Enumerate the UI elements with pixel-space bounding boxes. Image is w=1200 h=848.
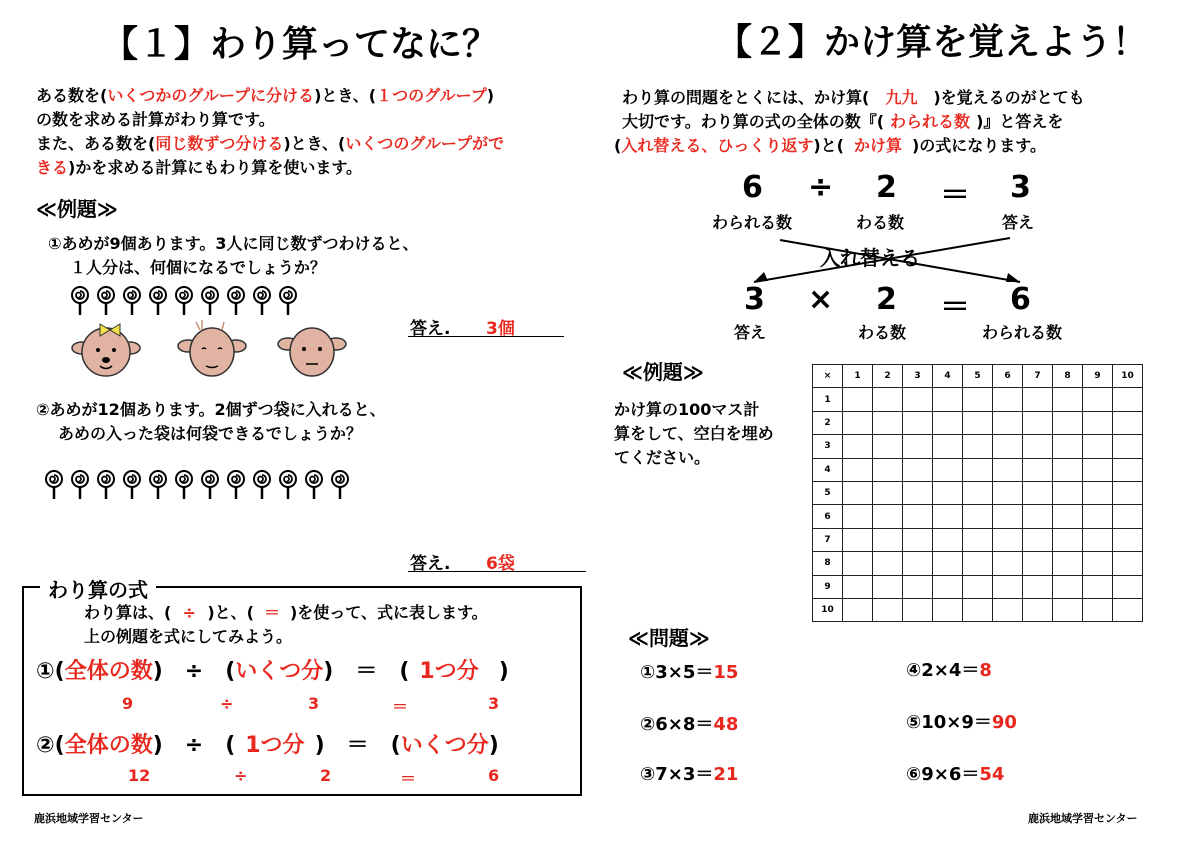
grid-cell[interactable] <box>1023 528 1053 551</box>
lollipop-icon <box>278 286 298 316</box>
grid-cell[interactable] <box>1083 528 1113 551</box>
lollipop-icon <box>226 470 246 500</box>
grid-cell[interactable] <box>963 552 993 575</box>
q2-candies <box>44 470 356 504</box>
grid-cell[interactable] <box>1113 505 1143 528</box>
grid-cell[interactable] <box>963 458 993 481</box>
girl-face-icon <box>70 318 142 384</box>
grid-row <box>813 481 1143 504</box>
grid-row-header: 10 <box>813 598 843 621</box>
grid-row-header: 1 <box>813 388 843 411</box>
mul-num1: 3 <box>744 282 765 317</box>
lollipop-icon <box>122 470 142 500</box>
left-intro-line2: の数を求める計算がわり算です。 <box>36 110 275 129</box>
lollipop-icon <box>44 470 64 500</box>
grid-cell[interactable] <box>903 458 933 481</box>
div-num1: 6 <box>742 170 763 205</box>
grid-cell[interactable] <box>873 481 903 504</box>
eq1-val1: 9 <box>122 694 134 713</box>
grid-cell[interactable] <box>1113 481 1143 504</box>
grid-row-header: 7 <box>813 528 843 551</box>
div-num3: 3 <box>1010 170 1031 205</box>
grid-cell[interactable] <box>1053 411 1083 434</box>
lollipop-icon <box>174 286 194 316</box>
right-title: 【２】かけ算を覚えよう！ <box>716 22 1149 63</box>
grid-cell[interactable] <box>933 435 963 458</box>
lollipop-icon <box>148 470 168 500</box>
grid-cell[interactable] <box>1023 435 1053 458</box>
grid-cell[interactable] <box>963 388 993 411</box>
grid-cell[interactable] <box>873 388 903 411</box>
left-example-heading: ≪例題≫ <box>36 197 118 221</box>
right-intro-line2: 大切です。わり算の式の全体の数『( わられる数 )』と答えを <box>622 112 1064 131</box>
mul-label-dividend: わられる数 <box>982 323 1063 342</box>
problem-3: ③7×3＝21 <box>640 764 739 785</box>
mul-op: × <box>808 282 834 317</box>
problem-heading: ≪問題≫ <box>628 626 710 650</box>
q1-answer-underline <box>408 336 564 337</box>
q2-line1: ②あめが12個あります。2個ずつ袋に入れると、 <box>36 400 386 419</box>
grid-col-header: 8 <box>1053 365 1083 388</box>
left-title: 【１】わり算ってなに？ <box>102 24 499 65</box>
lollipop-icon <box>252 470 272 500</box>
grid-col-header: 2 <box>873 365 903 388</box>
mul-num2: 2 <box>876 282 897 317</box>
grid-cell[interactable] <box>1113 528 1143 551</box>
grid-header-row <box>813 365 1143 388</box>
grid-cell[interactable] <box>993 435 1023 458</box>
grid-cell[interactable] <box>993 481 1023 504</box>
grid-cell[interactable] <box>1083 505 1113 528</box>
grid-cell[interactable] <box>843 575 873 598</box>
grid-cell[interactable] <box>1113 598 1143 621</box>
grid-cell[interactable] <box>843 552 873 575</box>
grid-col-header: 7 <box>1023 365 1053 388</box>
grid-cell[interactable] <box>963 505 993 528</box>
grid-cell[interactable] <box>873 458 903 481</box>
grid-cell[interactable] <box>1023 505 1053 528</box>
lollipop-icon <box>200 286 220 316</box>
problem-6: ⑥9×6＝54 <box>906 764 1005 785</box>
grid-row <box>813 435 1143 458</box>
grid-row-header: 8 <box>813 552 843 575</box>
grid-cell[interactable] <box>1053 528 1083 551</box>
problem-1: ①3×5＝15 <box>640 662 739 683</box>
grid-row <box>813 598 1143 621</box>
grid-cell[interactable] <box>963 528 993 551</box>
grid-cell[interactable] <box>843 481 873 504</box>
grid-cell[interactable] <box>903 552 933 575</box>
lollipop-icon <box>226 286 246 316</box>
mul-label-divisor: わる数 <box>858 323 907 342</box>
q1-answer-label: 答え. <box>410 319 451 339</box>
grid-cell[interactable] <box>963 575 993 598</box>
right-intro-line1: わり算の問題をとくには、かけ算( 九九 )を覚えるのがとても <box>622 88 1085 107</box>
grid-corner: × <box>813 365 843 388</box>
grid-cell[interactable] <box>1053 481 1083 504</box>
div-eq: ＝ <box>940 178 970 213</box>
grid-row-header: 4 <box>813 458 843 481</box>
boy-face-icon <box>176 318 248 384</box>
grid-row <box>813 458 1143 481</box>
grid-cell[interactable] <box>993 575 1023 598</box>
mul-label-answer: 答え <box>734 323 767 342</box>
eq2-val1: 12 <box>128 766 151 785</box>
q2-answer-underline <box>408 571 586 572</box>
grid-cell[interactable] <box>903 598 933 621</box>
grid-cell[interactable] <box>933 411 963 434</box>
grid-cell[interactable] <box>903 528 933 551</box>
left-intro-line3: また、ある数を(同じ数ずつ分ける)とき、(いくつのグループがで <box>36 134 505 153</box>
grid-cell[interactable] <box>1083 388 1113 411</box>
eq1-op1: ÷ <box>220 694 234 713</box>
grid-cell[interactable] <box>933 505 963 528</box>
grid-cell[interactable] <box>873 552 903 575</box>
eq2-op1: ÷ <box>234 766 248 785</box>
grid-cell[interactable] <box>993 552 1023 575</box>
grid-instruction-2: 算をして、空白を埋め <box>614 424 774 443</box>
eq2-val3: 6 <box>488 766 500 785</box>
grid-row <box>813 552 1143 575</box>
formula-1: ①(全体の数) ÷ (いくつ分) ＝ ( 1つ分 ) <box>36 659 509 684</box>
grid-col-header: 9 <box>1083 365 1113 388</box>
div-label-answer: 答え <box>1002 213 1035 232</box>
grid-cell[interactable] <box>843 598 873 621</box>
grid-col-header: 10 <box>1113 365 1143 388</box>
grid-cell[interactable] <box>903 575 933 598</box>
grid-cell[interactable] <box>933 458 963 481</box>
problem-2: ②6×8＝48 <box>640 714 739 735</box>
q2-line2: あめの入った袋は何袋できるでしょうか？ <box>58 424 362 443</box>
grid-cell[interactable] <box>903 481 933 504</box>
swap-label: 入れ替える <box>820 246 920 270</box>
grid-cell[interactable] <box>903 411 933 434</box>
grid-cell[interactable] <box>1083 411 1113 434</box>
grid-cell[interactable] <box>1113 552 1143 575</box>
grid-cell[interactable] <box>1083 598 1113 621</box>
grid-cell[interactable] <box>1083 435 1113 458</box>
grid-row-header: 6 <box>813 505 843 528</box>
grid-cell[interactable] <box>993 388 1023 411</box>
grid-cell[interactable] <box>933 481 963 504</box>
grid-cell[interactable] <box>933 575 963 598</box>
grid-row <box>813 505 1143 528</box>
lollipop-icon <box>330 470 350 500</box>
left-intro-line1: ある数を(いくつかのグループに分ける)とき、(１つのグループ) <box>36 86 495 105</box>
grid-cell[interactable] <box>1023 388 1053 411</box>
grid-row <box>813 528 1143 551</box>
mul-num3: 6 <box>1010 282 1031 317</box>
mul-eq: ＝ <box>940 290 970 325</box>
q1-line2: １人分は、何個になるでしょうか？ <box>70 258 326 277</box>
lollipop-icon <box>252 286 272 316</box>
grid-cell[interactable] <box>843 528 873 551</box>
grid-cell[interactable] <box>843 458 873 481</box>
grid-cell[interactable] <box>963 411 993 434</box>
q1-line1: ①あめが9個あります。3人に同じ数ずつわけると、 <box>48 234 419 253</box>
lollipop-icon <box>278 470 298 500</box>
q1-candies <box>70 286 304 320</box>
grid-cell[interactable] <box>1113 411 1143 434</box>
grid-cell[interactable] <box>1113 458 1143 481</box>
grid-cell[interactable] <box>1083 575 1113 598</box>
grid-row <box>813 575 1143 598</box>
man-face-icon <box>276 318 348 384</box>
grid-cell[interactable] <box>1053 575 1083 598</box>
grid-cell[interactable] <box>843 435 873 458</box>
q1-answer-value: 3個 <box>486 319 515 339</box>
q2-answer-label: 答え. <box>410 554 451 574</box>
grid-cell[interactable] <box>873 411 903 434</box>
grid-cell[interactable] <box>843 411 873 434</box>
grid-cell[interactable] <box>873 505 903 528</box>
grid-cell[interactable] <box>873 435 903 458</box>
eq1-val2: 3 <box>308 694 320 713</box>
left-footer: 鹿浜地域学習センター <box>34 812 144 825</box>
grid-cell[interactable] <box>1023 458 1053 481</box>
formula-box-line1: わり算は、( ÷ )と、( ＝ )を使って、式に表します。 <box>84 603 488 622</box>
grid-cell[interactable] <box>963 435 993 458</box>
grid-cell[interactable] <box>903 505 933 528</box>
grid-cell[interactable] <box>903 435 933 458</box>
grid-cell[interactable] <box>1053 458 1083 481</box>
formula-box-line2: 上の例題を式にしてみよう。 <box>84 627 293 646</box>
grid-cell[interactable] <box>873 575 903 598</box>
grid-cell[interactable] <box>1023 481 1053 504</box>
grid-cell[interactable] <box>1053 505 1083 528</box>
eq2-val2: 2 <box>320 766 332 785</box>
grid-instruction-3: てください。 <box>614 448 711 467</box>
grid-cell[interactable] <box>993 411 1023 434</box>
grid-col-header: 3 <box>903 365 933 388</box>
grid-row-header: 9 <box>813 575 843 598</box>
right-intro-line3: (入れ替える、ひっくり返す)と( かけ算 )の式になります。 <box>614 136 1047 155</box>
grid-row <box>813 411 1143 434</box>
grid-cell[interactable] <box>993 505 1023 528</box>
grid-cell[interactable] <box>873 528 903 551</box>
grid-cell[interactable] <box>1053 388 1083 411</box>
grid-cell[interactable] <box>1053 598 1083 621</box>
grid-cell[interactable] <box>963 481 993 504</box>
grid-cell[interactable] <box>1113 435 1143 458</box>
grid-cell[interactable] <box>903 388 933 411</box>
grid-col-header: 4 <box>933 365 963 388</box>
grid-cell[interactable] <box>1023 575 1053 598</box>
grid-cell[interactable] <box>843 505 873 528</box>
formula-2: ②(全体の数) ÷ ( 1つ分 ) ＝ (いくつ分) <box>36 733 499 758</box>
lollipop-icon <box>96 286 116 316</box>
grid-row <box>813 388 1143 411</box>
right-example-heading: ≪例題≫ <box>622 360 704 384</box>
grid-cell[interactable] <box>1113 388 1143 411</box>
grid-cell[interactable] <box>1023 598 1053 621</box>
grid-cell[interactable] <box>843 388 873 411</box>
grid-cell[interactable] <box>1023 552 1053 575</box>
right-footer: 鹿浜地域学習センター <box>1028 812 1138 825</box>
lollipop-icon <box>70 286 90 316</box>
eq1-val3: 3 <box>488 694 500 713</box>
grid-cell[interactable] <box>933 552 963 575</box>
problem-5: ⑤10×9＝90 <box>906 712 1017 733</box>
lollipop-icon <box>70 470 90 500</box>
grid-cell[interactable] <box>1113 575 1143 598</box>
eq1-op2: ＝ <box>392 697 409 716</box>
grid-cell[interactable] <box>933 528 963 551</box>
grid-row-header: 2 <box>813 411 843 434</box>
q2-answer-value: 6袋 <box>486 554 515 574</box>
lollipop-icon <box>96 470 116 500</box>
lollipop-icon <box>174 470 194 500</box>
grid-cell[interactable] <box>933 598 963 621</box>
grid-cell[interactable] <box>933 388 963 411</box>
div-label-dividend: わられる数 <box>712 213 793 232</box>
grid-cell[interactable] <box>1023 411 1053 434</box>
eq2-op2: ＝ <box>400 769 417 788</box>
div-num2: 2 <box>876 170 897 205</box>
div-op: ÷ <box>808 170 834 205</box>
grid-cell[interactable] <box>1083 481 1113 504</box>
multiplication-grid <box>812 364 1143 622</box>
grid-row-header: 5 <box>813 481 843 504</box>
grid-instruction-1: かけ算の100マス計 <box>614 400 760 419</box>
grid-cell[interactable] <box>993 528 1023 551</box>
grid-col-header: 1 <box>843 365 873 388</box>
lollipop-icon <box>148 286 168 316</box>
grid-cell[interactable] <box>1083 552 1113 575</box>
grid-cell[interactable] <box>963 598 993 621</box>
div-label-divisor: わる数 <box>856 213 905 232</box>
grid-cell[interactable] <box>1053 552 1083 575</box>
lollipop-icon <box>200 470 220 500</box>
grid-cell[interactable] <box>873 598 903 621</box>
grid-cell[interactable] <box>1083 458 1113 481</box>
grid-col-header: 6 <box>993 365 1023 388</box>
lollipop-icon <box>122 286 142 316</box>
problem-4: ④2×4＝8 <box>906 660 992 681</box>
lollipop-icon <box>304 470 324 500</box>
formula-box-title: わり算の式 <box>40 574 156 603</box>
grid-col-header: 5 <box>963 365 993 388</box>
grid-cell[interactable] <box>1053 435 1083 458</box>
grid-cell[interactable] <box>993 598 1023 621</box>
grid-cell[interactable] <box>993 458 1023 481</box>
left-intro-line4: きる)かを求める計算にもわり算を使います。 <box>36 158 363 177</box>
grid-row-header: 3 <box>813 435 843 458</box>
